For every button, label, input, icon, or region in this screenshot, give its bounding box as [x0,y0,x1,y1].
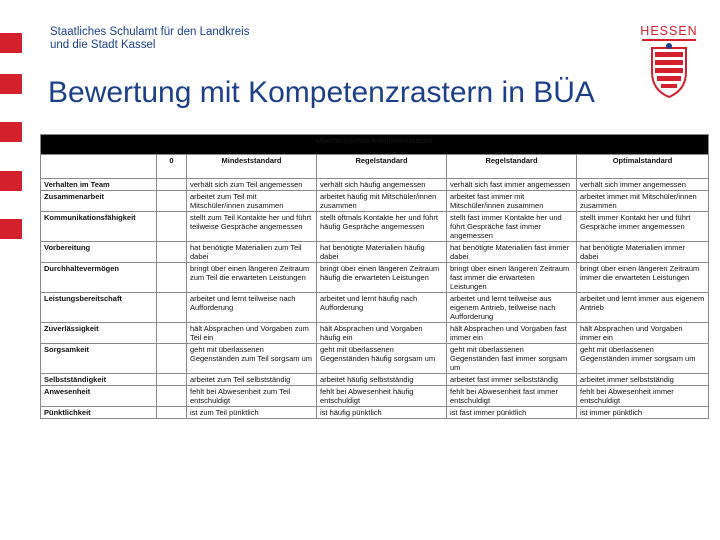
table-cell: hat benötigte Materialien häufig dabei [317,242,447,263]
table-cell: fehlt bei Abwesenheit zum Teil entschuldigt [187,386,317,407]
table-cell [157,212,187,242]
table-cell [157,374,187,386]
table-cell: arbeitet häufig mit Mitschüler/innen zusammen [317,191,447,212]
table-cell [157,191,187,212]
page-title: Bewertung mit Kompetenzrastern in BÜA [48,76,595,109]
accent-bar [0,219,22,239]
row-category: Sorgsamkeit [41,344,157,374]
table-row [41,344,709,374]
row-category: Leistungsbereitschaft [41,293,157,323]
table-cell: geht mit überlassenen Gegenständen fast immer sorgsam um [447,344,577,374]
table-row [41,386,709,407]
table-cell: arbeitet fast immer selbstständig [447,374,577,386]
table-cell: arbeitet und lernt häufig nach Aufforderung [317,293,447,323]
table-cell: bringt über einen längeren Zeitraum fast immer die erwarteten Leistungen [447,263,577,293]
row-category: Anwesenheit [41,386,157,407]
table-cell: verhält sich immer angemessen [577,179,709,191]
table-cell: hält Absprachen und Vorgaben immer ein [577,323,709,344]
row-category: Selbstständigkeit [41,374,157,386]
coat-of-arms-icon [640,42,698,100]
table-cell [157,344,187,374]
table-cell: fehlt bei Abwesenheit fast immer entschuldigt [447,386,577,407]
table-cell [157,179,187,191]
table-cell: verhält sich zum Teil angemessen [187,179,317,191]
table-cell: ist zum Teil pünktlich [187,407,317,419]
table-row [41,293,709,323]
table-cell: arbeitet immer mit Mitschüler/innen zusammen [577,191,709,212]
table-cell: fehlt bei Abwesenheit häufig entschuldigt [317,386,447,407]
row-category: Verhalten im Team [41,179,157,191]
table-cell: arbeitet und lernt teilweise nach Aufforderung [187,293,317,323]
table-cell: arbeitet zum Teil selbstständig [187,374,317,386]
table-title-row [41,135,709,155]
column-header: Regelstandard [317,155,447,179]
table-cell: bringt über einen längeren Zeitraum zum Teil die erwarteten Leistungen [187,263,317,293]
table-cell: geht mit überlassenen Gegenständen häufig sorgsam um [317,344,447,374]
header-subtitle [50,26,249,52]
table-cell: hat benötigte Materialien fast immer dabei [447,242,577,263]
table-cell: hält Absprachen und Vorgaben häufig ein [317,323,447,344]
subtitle-line-2: und die Stadt Kassel [50,39,156,51]
table-cell: arbeitet und lernt immer aus eigenem Antrieb [577,293,709,323]
table-cell: hält Absprachen und Vorgaben zum Teil ein [187,323,317,344]
table-row [41,212,709,242]
table-cell: fehlt bei Abwesenheit immer entschuldigt [577,386,709,407]
competency-grid [40,134,709,419]
table-cell: arbeitet immer selbstständig [577,374,709,386]
table-cell [157,293,187,323]
grid-body [41,179,709,419]
row-category: Kommunikationsfähigkeit [41,212,157,242]
table-cell: ist häufig pünktlich [317,407,447,419]
table-row [41,263,709,293]
table-cell: arbeitet und lernt teilweise aus eigenem Antrieb, teilweise nach Aufforderung [447,293,577,323]
hessen-logo [640,24,698,105]
row-category: Pünktlichkeit [41,407,157,419]
column-header: 0 [157,155,187,179]
column-header: Regelstandard [447,155,577,179]
table-cell: ist immer pünktlich [577,407,709,419]
table-row [41,407,709,419]
table-row [41,242,709,263]
table-cell: verhält sich häufig angemessen [317,179,447,191]
table-title: Überfachliches Kompetenzraster [41,135,709,155]
table-cell [157,263,187,293]
accent-bar [0,122,22,142]
table-cell [157,386,187,407]
column-header-row [41,155,709,179]
column-header: Optimalstandard [577,155,709,179]
table-cell: hält Absprachen und Vorgaben fast immer ein [447,323,577,344]
table-cell: stellt immer Kontakt her und führt Gespräche immer angemessen [577,212,709,242]
table-cell: hat benötigte Materialien zum Teil dabei [187,242,317,263]
table-cell: stellt zum Teil Kontakte her und führt teilweise Gespräche angemessen [187,212,317,242]
table-cell: arbeitet häufig selbstständig [317,374,447,386]
table-cell: bringt über einen längeren Zeitraum immer die erwarteten Leistungen [577,263,709,293]
table-row [41,374,709,386]
row-category: Vorbereitung [41,242,157,263]
table-cell: hat benötigte Materialien immer dabei [577,242,709,263]
table-cell [157,323,187,344]
table-cell: stellt oftmals Kontakte her und führt häufig Gespräche angemessen [317,212,447,242]
table-cell: geht mit überlassenen Gegenständen immer sorgsam um [577,344,709,374]
table-row [41,323,709,344]
accent-bar [0,171,22,191]
table-cell: arbeitet fast immer mit Mitschüler/innen zusammen [447,191,577,212]
logo-divider [642,39,696,41]
table-cell: verhält sich fast immer angemessen [447,179,577,191]
accent-bar [0,74,22,94]
table-cell: ist fast immer pünktlich [447,407,577,419]
table-row [41,179,709,191]
empty-header-cell [41,155,157,179]
table-cell: bringt über einen längeren Zeitraum häufig die erwarteten Leistungen [317,263,447,293]
table-cell: geht mit überlassenen Gegenständen zum Teil sorgsam um [187,344,317,374]
table-cell [157,407,187,419]
row-category: Durchhaltevermögen [41,263,157,293]
column-header: Mindeststandard [187,155,317,179]
table-cell: stellt fast immer Kontakte her und führt Gespräche fast immer angemessen [447,212,577,242]
subtitle-line-1: Staatliches Schulamt für den Landkreis [50,26,250,38]
table-cell [157,242,187,263]
table-cell: arbeitet zum Teil mit Mitschüler/innen zusammen [187,191,317,212]
logo-text: HESSEN [640,24,698,38]
row-category: Zusammenarbeit [41,191,157,212]
accent-bar [0,33,22,53]
table-row [41,191,709,212]
row-category: Zuverlässigkeit [41,323,157,344]
